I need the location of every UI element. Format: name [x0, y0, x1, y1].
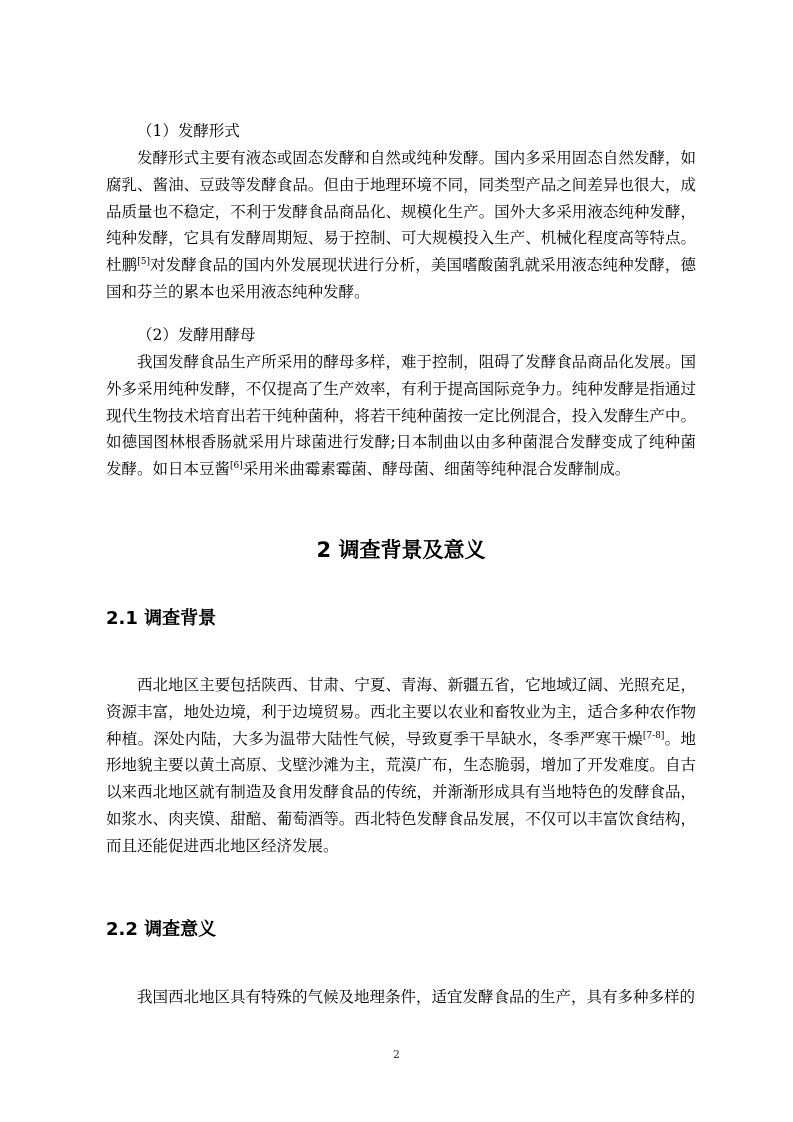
citation-6: [6]	[230, 461, 243, 472]
subheading-ferment-form: （1）发酵形式	[137, 122, 240, 140]
paragraph-background-text-a: 西北地区主要包括陕西、甘肃、宁夏、青海、新疆五省，它地域辽阔、光照充足，资源丰富，地处边境，利于边境贸易。西北主要以农业和畜牧业为主，适合多种农作物种植。深处内陆，大多为温带大陆性气候，导致夏季干旱缺水，冬季严寒干燥	[106, 676, 696, 748]
paragraph-ferment-form	[106, 145, 696, 306]
paragraph-significance: 我国西北地区具有特殊的气候及地理条件，适宜发酵食品的生产，具有多种多样的	[137, 988, 696, 1006]
paragraph-ferment-form-text-b: 对发酵食品的国内外发展现状进行分析，美国嗜酸菌乳就采用液态纯种发酵，德国和芬兰的累本也采用液态纯种发酵。	[106, 256, 696, 301]
section-title-background: 2.1 调查背景	[106, 608, 217, 629]
paragraph-ferment-form-text-a: 发酵形式主要有液态或固态发酵和自然或纯种发酵。国内多采用固态自然发酵，如腐乳、酱油、豆豉等发酵食品。但由于地理环境不同，同类型产品之间差异也很大，成品质量也不稳定，不利于发酵食品商品化、规模化生产。国外大多采用液态纯种发酵，纯种发酵，它具有发酵周期短、易于控制、可大规模投入生产、机械化程度高等特点。杜鹏	[106, 149, 696, 275]
citation-7-8: [7-8]	[642, 730, 665, 741]
paragraph-yeast-text-a: 我国发酵食品生产所采用的酵母多样，难于控制，阻碍了发酵食品商品化发展。国外多采用纯种发酵，不仅提高了生产效率，有利于提高国际竞争力。纯种发酵是指通过现代生物技术培育出若干纯种菌种，将若干纯种菌按一定比例混合，投入发酵生产中。如德国图林根香肠就采用片球菌进行发酵;日本制曲以由多种菌混合发酵变成了纯种菌发酵。如日本豆酱	[106, 353, 696, 479]
chapter-title: 2 调查背景及意义	[316, 538, 486, 562]
subheading-yeast: （2）发酵用酵母	[137, 326, 256, 344]
section-title-significance: 2.2 调查意义	[106, 919, 217, 940]
page-number: 2	[393, 1048, 400, 1061]
paragraph-background-text-b: 。地形地貌主要以黄土高原、戈壁沙滩为主，荒漠广布，生态脆弱，增加了开发难度。自古以来西北地区就有制造及食用发酵食品的传统，并渐渐形成具有当地特色的发酵食品，如浆水、肉夹馍、甜醅、葡萄酒等。西北特色发酵食品发展，不仅可以丰富饮食结构，而且还能促进西北地区经济发展。	[106, 729, 696, 855]
paragraph-background	[106, 672, 696, 860]
paragraph-yeast-text-b: 采用米曲霉素霉菌、酵母菌、细菌等纯种混合发酵制成。	[242, 460, 631, 479]
paragraph-yeast	[106, 349, 696, 483]
citation-5: [5]	[137, 257, 150, 268]
